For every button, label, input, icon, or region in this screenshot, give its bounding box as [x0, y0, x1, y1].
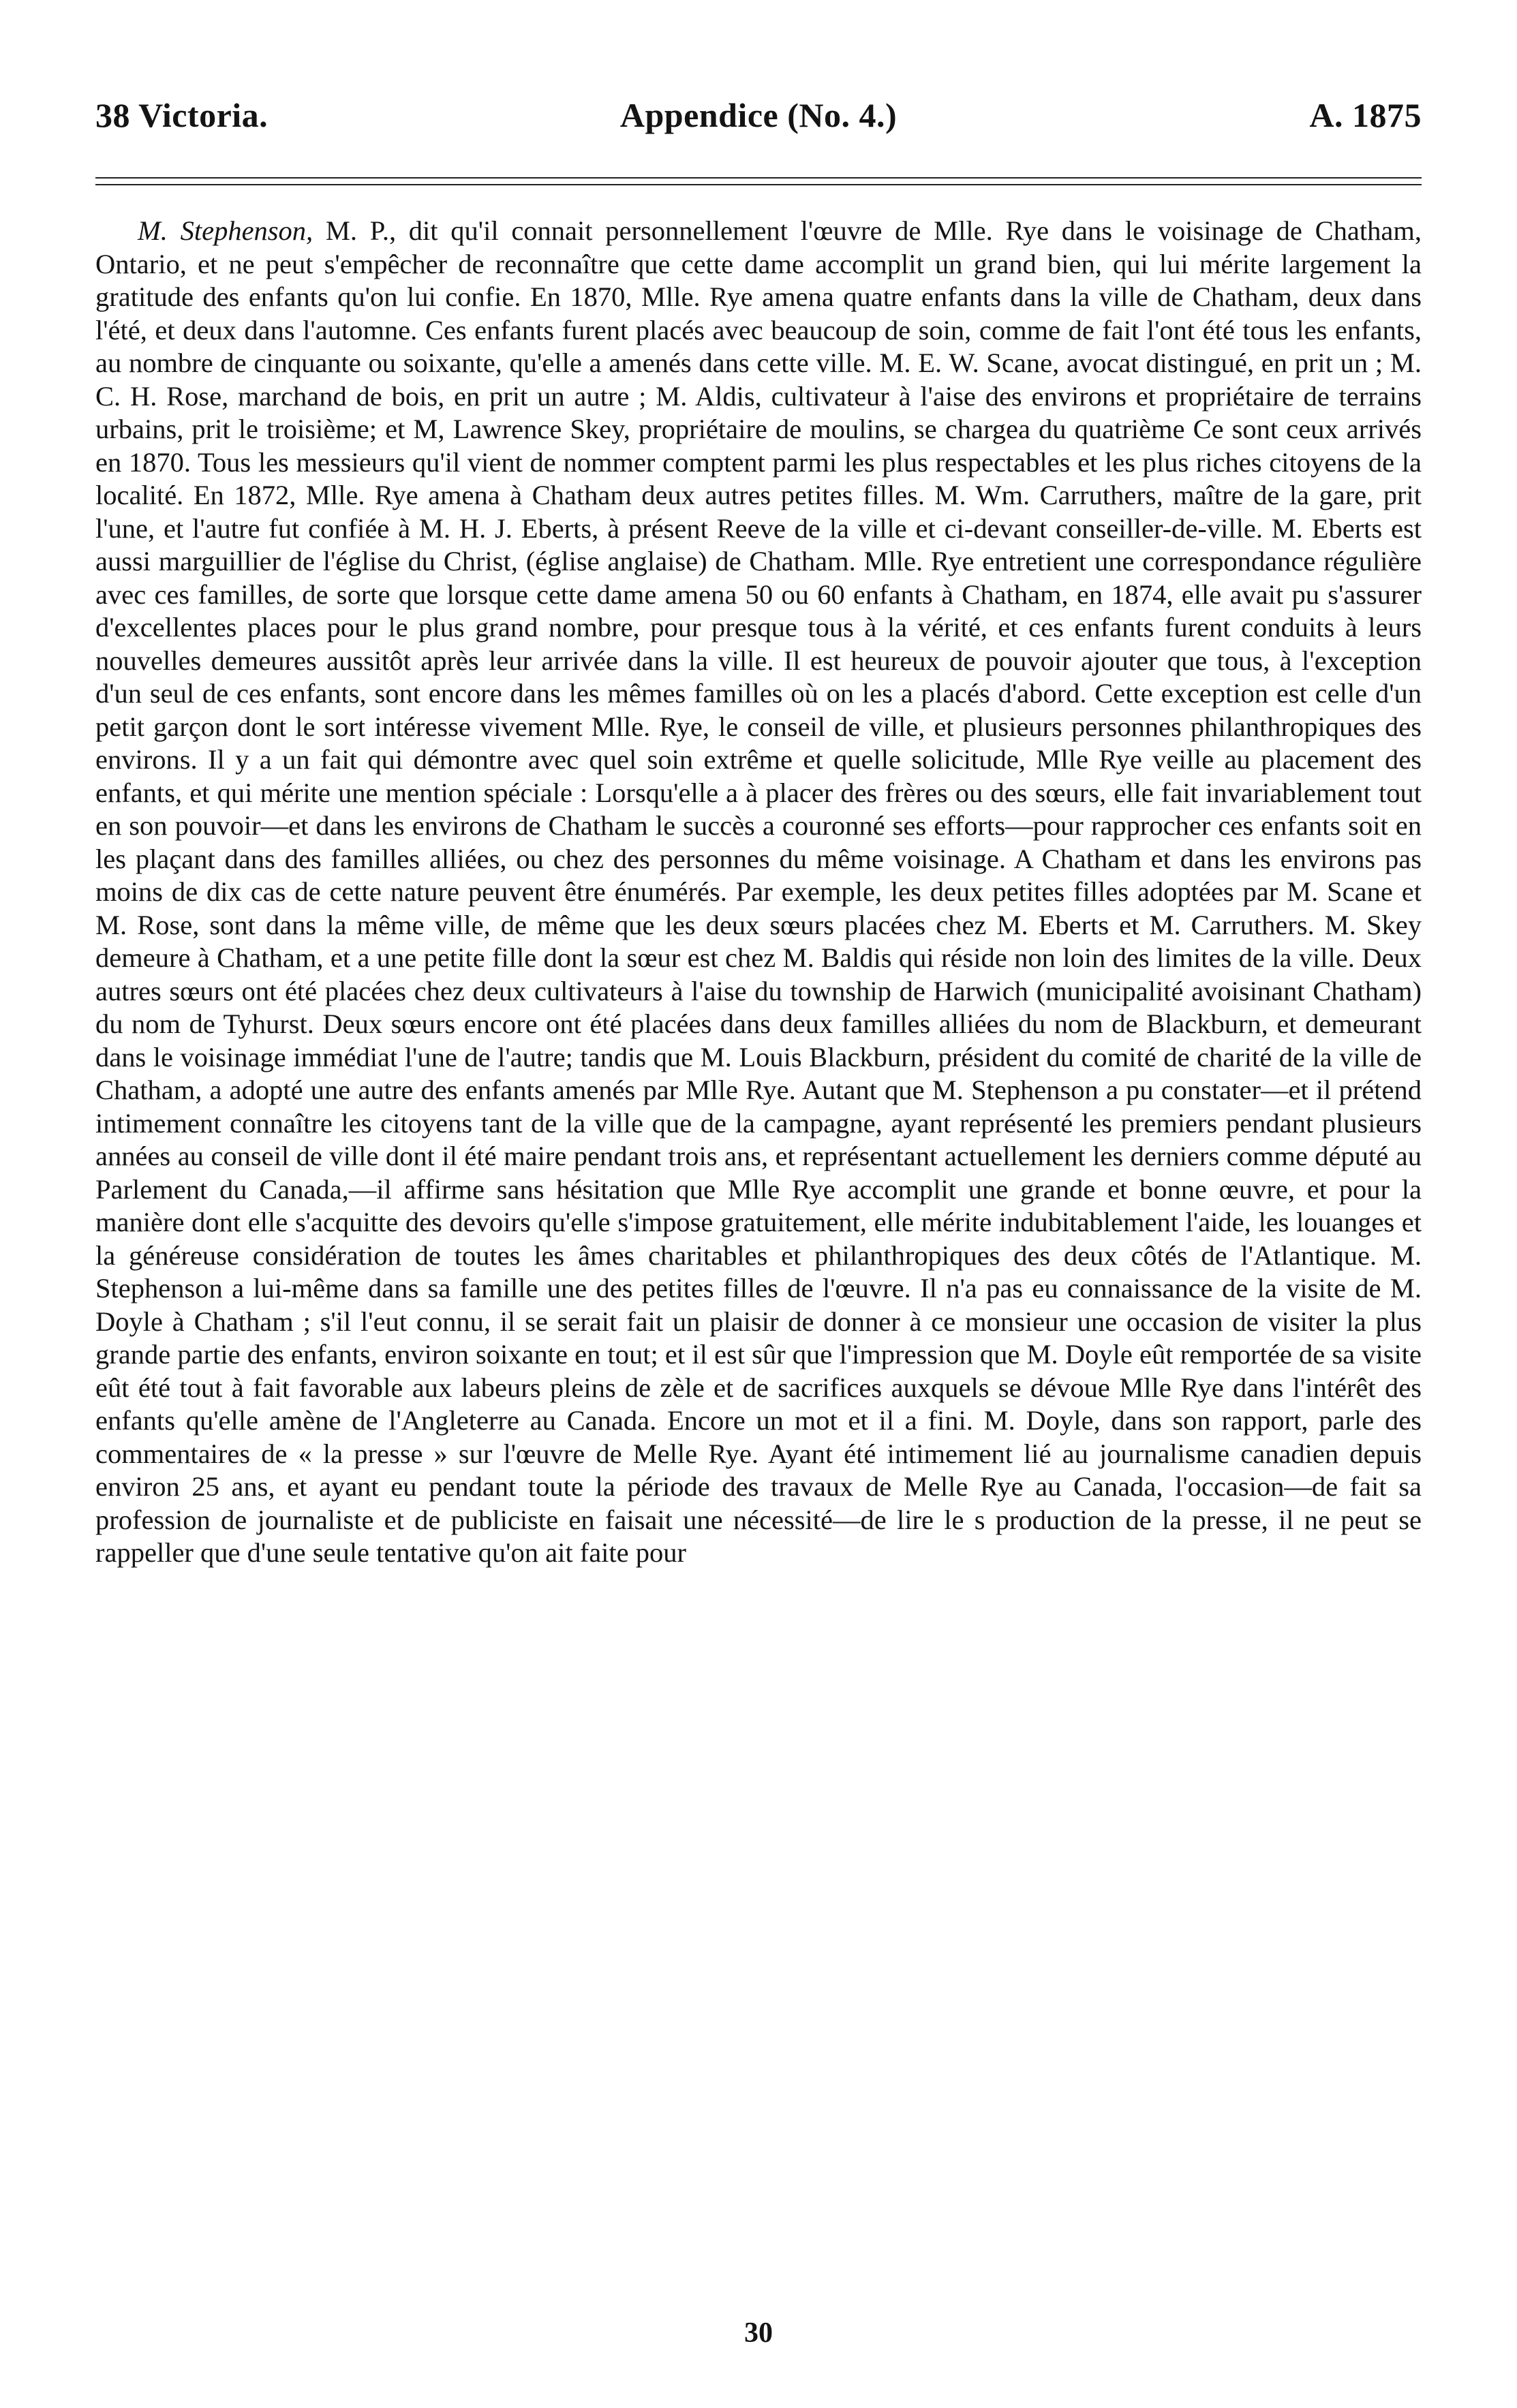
header-session: 38 Victoria.: [95, 96, 269, 134]
running-header: [95, 95, 1422, 150]
page-number: 30: [744, 2317, 773, 2349]
header-rule-top: [95, 177, 1422, 179]
header-rule-bottom: [95, 184, 1422, 185]
body-paragraph: [95, 215, 1422, 1570]
body-text: [95, 215, 1422, 1570]
speaker-name: M. Stephenson,: [138, 215, 313, 246]
header-appendix: Appendice (No. 4.): [619, 96, 898, 134]
paragraph-text: M. P., dit qu'il connait personnellement l'œuvre de Mlle. Rye dans le voisinage de Chatham, Ontario, et ne peut s'empêcher de reconnaître que cette dame accomplit un grand bien, qui lui mérite largement la gratitude des enfants qu'on lui confie. En 1870, Mlle. Rye amena quatre enfants dans la ville de Chatham, deux dans l'été, et deux dans l'automne. Ces enfants furent placés avec beaucoup de soin, comme de fait l'ont été tous les enfants, au nombre de cinquante ou soixante, qu'elle a amenés dans cette ville. M. E. W. Scane, avocat distingué, en prit un ; M. C. H. Rose, marchand de bois, en prit un autre ; M. Aldis, cultivateur à l'aise des environs et propriétaire de terrains urbains, prit le troisième; et M, Lawrence Skey, propriétaire de moulins, se chargea du quatrième Ce sont ceux arrivés en 1870. Tous les messieurs qu'il vient de nommer comptent parmi les plus respectables et les plus riches citoyens de la localité. En 1872, Mlle. Rye amena à Chatham deux autres petites filles. M. Wm. Carruthers, maître de la gare, prit l'une, et l'autre fut confiée à M. H. J. Eberts, à présent Reeve de la ville et ci-devant conseiller-de-ville. M. Eberts est aussi marguillier de l'église du Christ, (église anglaise) de Chatham. Mlle. Rye entretient une correspondance régulière avec ces familles, de sorte que lorsque cette dame amena 50 ou 60 enfants à Chatham, en 1874, elle avait pu s'assurer d'excellentes places pour le plus grand nombre, pour presque tous à la vérité, et ces enfants furent conduits à leurs nouvelles demeures aussitôt après leur arrivée dans la ville. Il est heureux de pouvoir ajouter que tous, à l'exception d'un seul de ces enfants, sont encore dans les mêmes familles où on les a placés d'abord. Cette exception est celle d'un petit garçon dont le sort intéresse vivement Mlle. Rye, le conseil de ville, et plusieurs personnes philanthropiques des environs. Il y a un fait qui démontre avec quel soin extrême et quelle solicitude, Mlle Rye veille au placement des enfants, et qui mérite une mention spéciale : Lorsqu'elle a à placer des frères ou des sœurs, elle fait invariablement tout en son pouvoir—et dans les environs de Chatham le succès a couronné ses efforts—pour rapprocher ces enfants soit en les plaçant dans des familles alliées, ou chez des personnes du même voisinage. A Chatham et dans les environs pas moins de dix cas de cette nature peuvent être énumérés. Par exemple, les deux petites filles adoptées par M. Scane et M. Rose, sont dans la même ville, de même que les deux sœurs placées chez M. Eberts et M. Carruthers. M. Skey demeure à Chatham, et a une petite fille dont la sœur est chez M. Baldis qui réside non loin des limites de la ville. Deux autres sœurs ont été placées chez deux cultivateurs à l'aise du township de Harwich (municipalité avoisinant Chatham) du nom de Tyhurst. Deux sœurs encore ont été placées dans deux familles alliées du nom de Blackburn, et demeurant dans le voisinage immédiat l'une de l'autre; tandis que M. Louis Blackburn, président du comité de charité de la ville de Chatham, a adopté une autre des enfants amenés par Mlle Rye. Autant que M. Stephenson a pu constater—et il prétend intimement connaître les citoyens tant de la ville que de la campagne, ayant représenté les premiers pendant plusieurs années au conseil de ville dont il été maire pendant trois ans, et représentant actuellement les derniers comme député au Parlement du Canada,—il affirme sans hésitation que Mlle Rye accomplit une grande et bonne œuvre, et pour la manière dont elle s'acquitte des devoirs qu'elle s'impose gratuitement, elle mérite indubitablement l'aide, les louanges et la généreuse considération de toutes les âmes charitables et philanthropiques des deux côtés de l'Atlantique. M. Stephenson a lui-même dans sa famille une des petites filles de l'œuvre. Il n'a pas eu connaissance de la visite de M. Doyle à Chatham ; s'il l'eut connu, il se serait fait un plaisir de donner à ce monsieur une occasion de visiter la plus grande partie des enfants, environ soixante en tout; et il est sûr que l'impression que M. Doyle eût remportée de sa visite eût été tout à fait favorable aux labeurs pleins de zèle et de sacrifices auxquels se dévoue Mlle Rye dans l'intérêt des enfants qu'elle amène de l'Angleterre au Canada. Encore un mot et il a fini. M. Doyle, dans son rapport, parle des commentaires de « la presse » sur l'œuvre de Melle Rye. Ayant été intimement lié au journalisme canadien depuis environ 25 ans, et ayant eu pendant toute la période des travaux de Melle Rye au Canada, l'occasion—de fait sa profession de journaliste et de publiciste en faisait une nécessité—de lire le s production de la presse, il ne peut se rappeller que d'une seule tentative qu'on ait faite pour: [95, 215, 1422, 1568]
header-year: A. 1875: [1309, 96, 1422, 134]
